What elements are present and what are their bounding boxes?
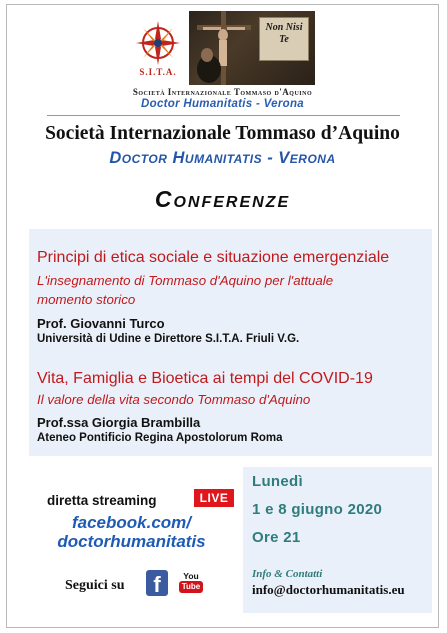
talk-2-title: Vita, Famiglia e Bioetica ai tempi del COVID-19 xyxy=(37,370,373,387)
youtube-icon-bottom: Tube xyxy=(179,581,203,593)
facebook-link-line1[interactable]: facebook.com/ xyxy=(71,513,192,532)
logo-row xyxy=(7,11,438,83)
schedule-time: Ore 21 xyxy=(252,529,301,546)
talk-1-affiliation: Università di Udine e Direttore S.I.T.A. Friuli V.G. xyxy=(37,333,300,345)
live-badge: LIVE xyxy=(194,489,234,507)
org-title: Società Internazionale Tommaso d’Aquino xyxy=(45,123,400,144)
poster-frame xyxy=(6,4,439,628)
talk-2-affiliation: Ateneo Pontificio Regina Apostolorum Roma xyxy=(37,432,283,444)
follow-label: Seguici su xyxy=(65,578,125,593)
talk-2-speaker: Prof.ssa Giorgia Brambilla xyxy=(37,415,201,430)
schedule-dates: 1 e 8 giugno 2020 xyxy=(252,501,383,518)
schedule-day: Lunedì xyxy=(252,473,303,490)
talk-1-subtitle-line1: L'insegnamento di Tommaso d'Aquino per l'attuale xyxy=(37,273,334,288)
contact-email-link[interactable]: info@doctorhumanitatis.eu xyxy=(252,582,405,597)
divider xyxy=(47,115,400,116)
schedule-panel xyxy=(243,467,432,613)
talk-1-title: Principi di etica sociale e situazione emergenziale xyxy=(37,249,390,266)
saint-painting xyxy=(189,11,315,85)
streaming-label: diretta streaming xyxy=(47,493,157,508)
conferenze-heading: Conferenze xyxy=(154,186,291,212)
streaming-panel xyxy=(29,467,234,613)
org-subtitle: Doctor Humanitatis - Verona xyxy=(109,149,336,167)
talk-2-subtitle: Il valore della vita secondo Tommaso d'Aquino xyxy=(37,392,311,407)
sita-logo-text: S.I.T.A. xyxy=(139,67,177,77)
talks-panel xyxy=(29,229,432,456)
talk-1-subtitle-line2: momento storico xyxy=(37,292,136,307)
youtube-icon[interactable] xyxy=(179,571,203,595)
small-org-sub: Doctor Humanitatis - Verona xyxy=(141,98,304,110)
small-org-name: Società Internazionale Tommaso d'Aquino xyxy=(132,87,313,97)
crucifix-painting-icon xyxy=(189,11,259,85)
facebook-link-line2[interactable]: doctorhumanitatis xyxy=(57,532,206,551)
talk-1-speaker: Prof. Giovanni Turco xyxy=(37,316,165,331)
youtube-icon-top: You xyxy=(183,571,199,581)
facebook-icon[interactable]: f xyxy=(146,570,168,596)
non-nisi-te-banner: Non Nisi Te xyxy=(259,17,309,61)
sita-logo-icon xyxy=(132,19,184,67)
info-contacts-label: Info & Contatti xyxy=(252,568,323,580)
